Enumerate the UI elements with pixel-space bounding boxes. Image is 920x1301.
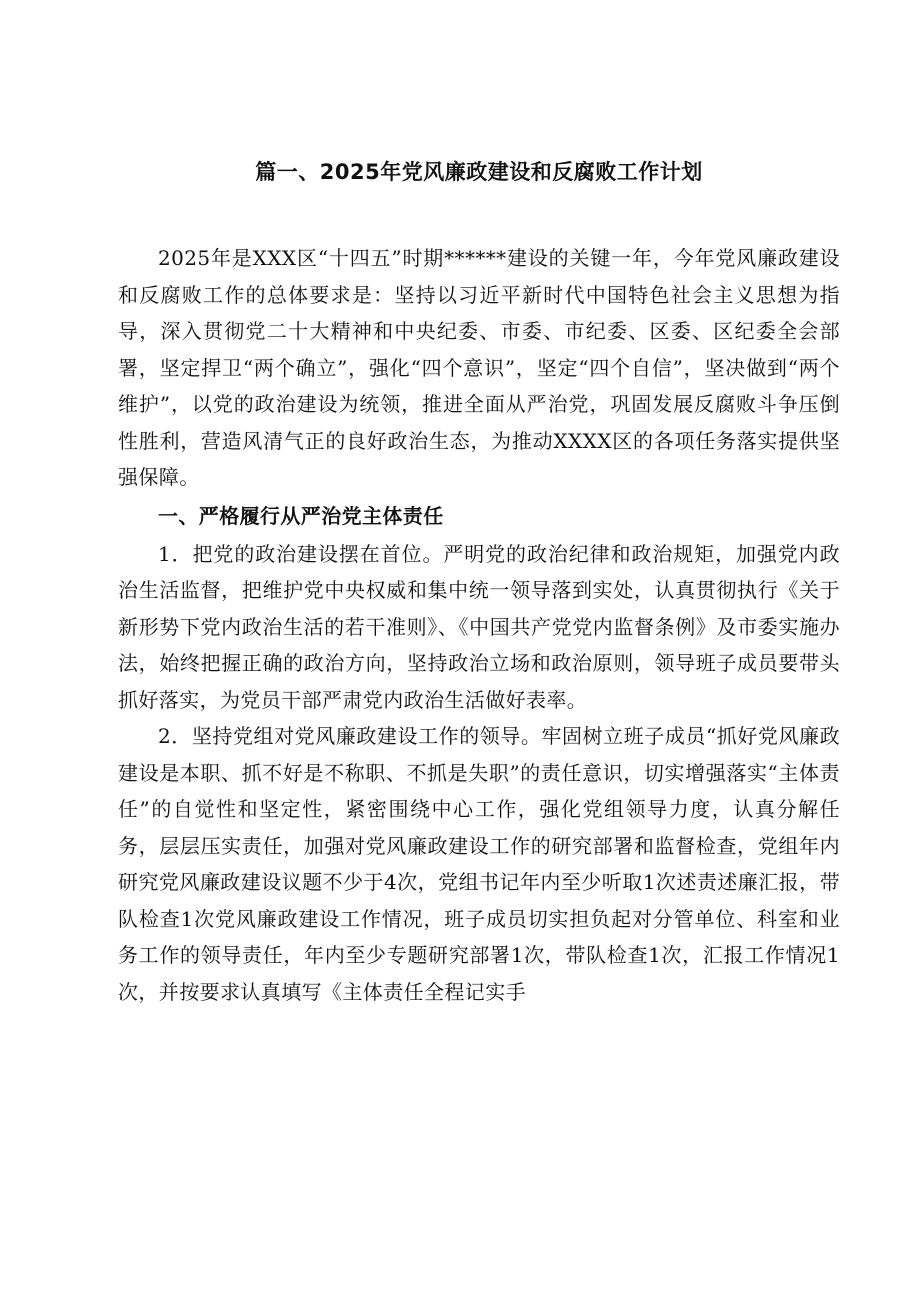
intro-paragraph: 2025年是XXX区“十四五”时期******建设的关键一年，今年党风廉政建设和反腐败工作的总体要求是：坚持以习近平新时代中国特色社会主义思想为指导，深入贯彻党二十大精神和中央纪委、市委、市纪委、区委、区纪委全会部署，坚定捍卫“两个确立”，强化“四个意识”，坚定“四个自信”，坚决做到“两个维护”，以党的政治建设为统领，推进全面从严治党，巩固发展反腐败斗争压倒性胜利，营造风清气正的良好政治生态，为推动XXXX区的各项任务落实提供坚强保障。 [118, 246, 840, 489]
section-heading-1: 一、严格履行从严治党主体责任 [158, 503, 444, 528]
paragraph-item-1: 1．把党的政治建设摆在首位。严明党的政治纪律和政治规矩，加强党内政治生活监督，把维护党中央权威和集中统一领导落到实处，认真贯彻执行《关于新形势下党内政治生活的若干准则》、《中国共产党党内监督条例》及市委实施办法，始终把握正确的政治方向，坚持政治立场和政治原则，领导班子成员要带头抓好落实，为党员干部严肃党内政治生活做好表率。 [118, 541, 840, 712]
document-title: 篇一、2025年党风廉政建设和反腐败工作计划 [255, 160, 703, 184]
document-body [118, 240, 840, 1010]
paragraph-item-2: 2．坚持党组对党风廉政建设工作的领导。牢固树立班子成员“抓好党风廉政建设是本职、抓不好是不称职、不抓是失职”的责任意识，切实增强落实“主体责任”的自觉性和坚定性，紧密围绕中心工作，强化党组领导力度，认真分解任务，层层压实责任，加强对党风廉政建设工作的研究部署和监督检查，党组年内研究党风廉政建设议题不少于4次，党组书记年内至少听取1次述责述廉汇报，带队检查1次党风廉政建设工作情况，班子成员切实担负起对分管单位、科室和业务工作的领导责任，年内至少专题研究部署1次，带队检查1次，汇报工作情况1次，并按要求认真填写《主体责任全程记实手 [118, 724, 840, 1004]
